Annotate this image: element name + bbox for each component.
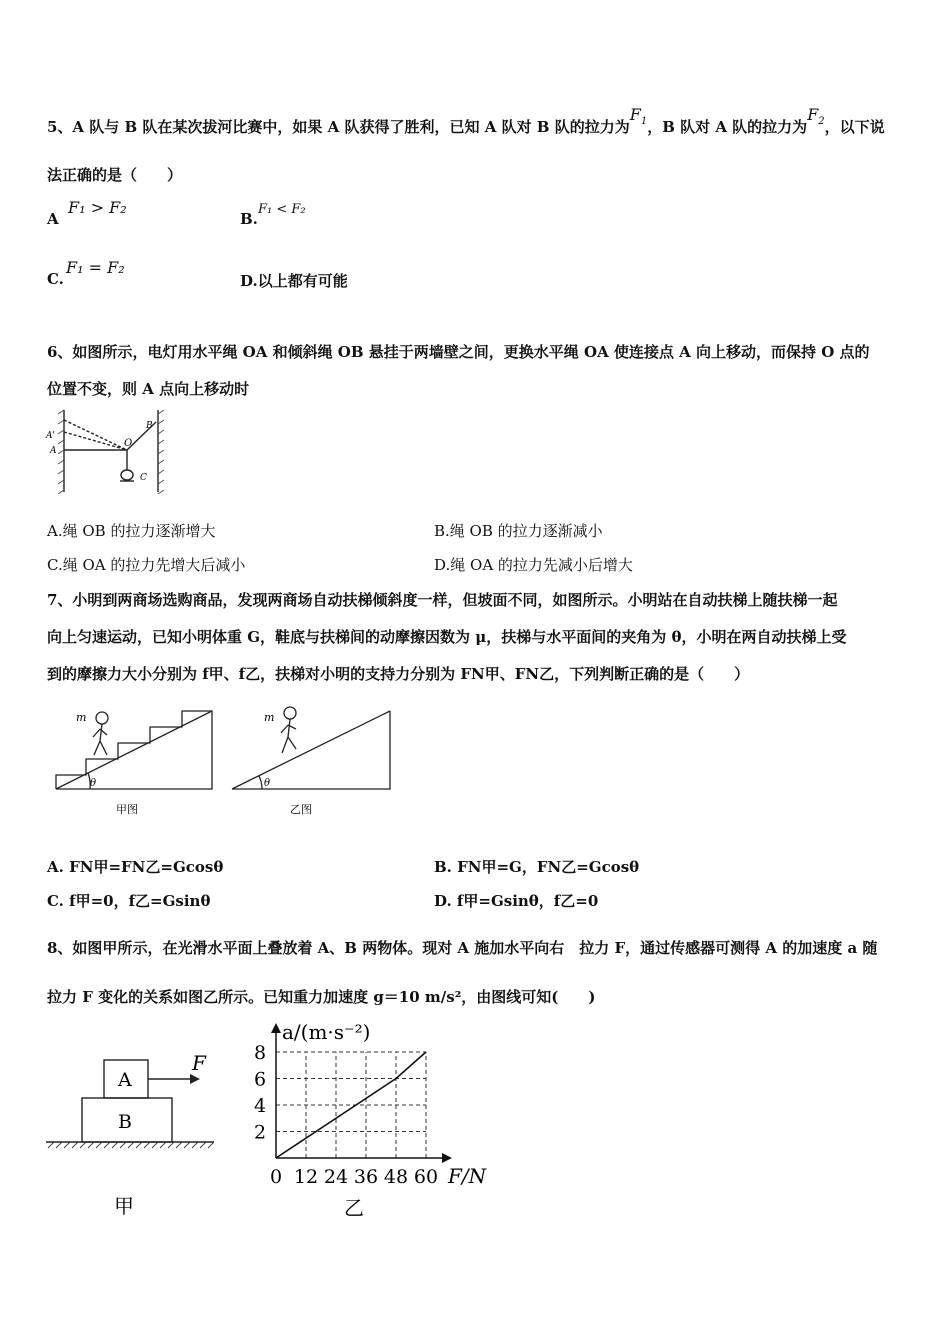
q5-option-b[interactable]: B. <box>240 210 258 228</box>
q6-stem-line2: 位置不变，则 A 点向上移动时 <box>47 380 250 398</box>
q6-rope-oa-prime <box>64 432 127 450</box>
q6-label-b: B <box>146 421 153 431</box>
x-tick-label: 12 <box>293 1166 319 1188</box>
q7-option-c[interactable]: C. f甲=0，f乙=Gsinθ <box>47 892 211 910</box>
q7-stem-line2: 向上匀速运动，已知小明体重 G，鞋底与扶梯间的动摩擦因数为 μ，扶梯与水平面间的夹角为 θ，小明在两自动扶梯上受 <box>47 628 847 646</box>
q7-figure-jia <box>50 703 220 823</box>
q8-stem-line1: 8、如图甲所示，在光滑水平面上叠放着 A、B 两物体。现对 A 施加水平向右 拉力 F，通过传感器可测得 A 的加速度 a 随 <box>47 939 878 957</box>
chart-axes <box>276 1029 446 1158</box>
q7-option-a[interactable]: A. FN甲=FN乙=Gcosθ <box>47 858 224 876</box>
x-tick-label: 24 <box>323 1166 349 1188</box>
x-tick-label: 48 <box>383 1166 409 1188</box>
q6-label-o: O <box>124 438 133 449</box>
q6-stem-line1: 6、如图所示，电灯用水平绳 OA 和倾斜绳 OB 悬挂于两墙壁之间，更换水平绳 OA 使连接点 A 向上移动，而保持 O 点的 <box>47 343 870 361</box>
q8-stem-line2: 拉力 F 变化的关系如图乙所示。已知重力加速度 g＝10 m/s²，由图线可知( ) <box>47 988 596 1006</box>
q7-m-yi: m <box>264 711 275 724</box>
q7-person-head-jia <box>96 712 108 724</box>
q7-stem-line3: 到的摩擦力大小分别为 f甲、f乙，扶梯对小明的支持力分别为 FN甲、FN乙，下列判断正确的是（ ） <box>47 665 750 683</box>
y-tick-label: 4 <box>253 1095 267 1117</box>
y-tick-label: 8 <box>253 1042 267 1064</box>
q6-figure <box>44 408 164 498</box>
q6-label-c: C <box>140 473 147 483</box>
q7-theta-yi: θ <box>264 778 271 789</box>
q8-chart-yi <box>250 1015 510 1225</box>
q5-option-c[interactable]: C. <box>47 270 64 288</box>
q6-rope-dashed <box>64 420 127 450</box>
q5-f2: $F_2$ <box>807 105 825 128</box>
q7-angle-arc-yi <box>259 776 262 789</box>
q5-f1: $F_1$ <box>629 105 648 128</box>
q7-caption-yi: 乙图 <box>290 803 312 816</box>
q6-lamp <box>121 470 133 480</box>
q7-figure-yi <box>228 703 398 823</box>
q8-caption-yi: 乙 <box>344 1196 364 1220</box>
q7-stem-line1: 7、小明到两商场选购商品，发现两商场自动扶梯倾斜度一样，但坡面不同，如图所示。小明站在自动扶梯上随扶梯一起 <box>47 591 838 609</box>
q7-option-d[interactable]: D. f甲=Gsinθ，f乙=0 <box>434 892 599 910</box>
x-tick-label: 60 <box>413 1166 439 1188</box>
q8-label-b: B <box>118 1111 132 1133</box>
q7-m-jia: m <box>76 711 87 724</box>
q6-label-a-prime: A' <box>46 431 55 441</box>
x-tick-label: 0 <box>269 1166 283 1188</box>
q5-option-a-expr: F₁ > F₂ <box>68 198 127 217</box>
y-tick-label: 2 <box>253 1121 267 1144</box>
q8-caption-jia: 甲 <box>114 1194 134 1218</box>
q7-caption-jia: 甲图 <box>116 803 138 816</box>
q5-stem-line1: 5、A 队与 B 队在某次拔河比赛中，如果 A 队获得了胜利，已知 A 队对 B 队的拉力为$F_1$，B 队对 A 队的拉力为$F_2$，以下说 <box>47 105 885 136</box>
q8-figure-jia <box>42 1048 222 1223</box>
q5-option-a[interactable]: A <box>47 210 59 228</box>
x-tick-label: 36 <box>353 1166 379 1188</box>
q5-option-b-expr: F₁ < F₂ <box>258 202 306 217</box>
chart-grid <box>276 1052 426 1158</box>
x-axis-arrow <box>442 1153 452 1163</box>
q6-option-b[interactable]: B.绳 OB 的拉力逐渐减小 <box>434 522 603 540</box>
y-tick-label: 6 <box>253 1068 267 1091</box>
q5-stem-line2: 法正确的是（ ） <box>47 166 183 184</box>
x-axis-label: F/N <box>448 1164 487 1188</box>
q6-option-a[interactable]: A.绳 OB 的拉力逐渐增大 <box>47 522 216 540</box>
q6-option-c[interactable]: C.绳 OA 的拉力先增大后减小 <box>47 556 246 574</box>
q5-option-c-expr: F₁ = F₂ <box>66 258 125 277</box>
q6-label-a: A <box>50 446 57 456</box>
q5-option-d[interactable]: D.以上都有可能 <box>240 272 348 290</box>
q8-label-force: F <box>192 1051 206 1075</box>
y-axis-arrow <box>271 1023 281 1033</box>
q6-option-d[interactable]: D.绳 OA 的拉力先减小后增大 <box>434 556 633 574</box>
q8-label-a: A <box>118 1069 132 1091</box>
q7-theta-jia: θ <box>90 778 97 789</box>
y-axis-label: a/(m·s⁻²) <box>282 1020 371 1044</box>
q7-person-head-yi <box>284 707 296 719</box>
q7-option-b[interactable]: B. FN甲=G，FN乙=Gcosθ <box>434 858 640 876</box>
q7-incline-yi <box>232 711 390 789</box>
